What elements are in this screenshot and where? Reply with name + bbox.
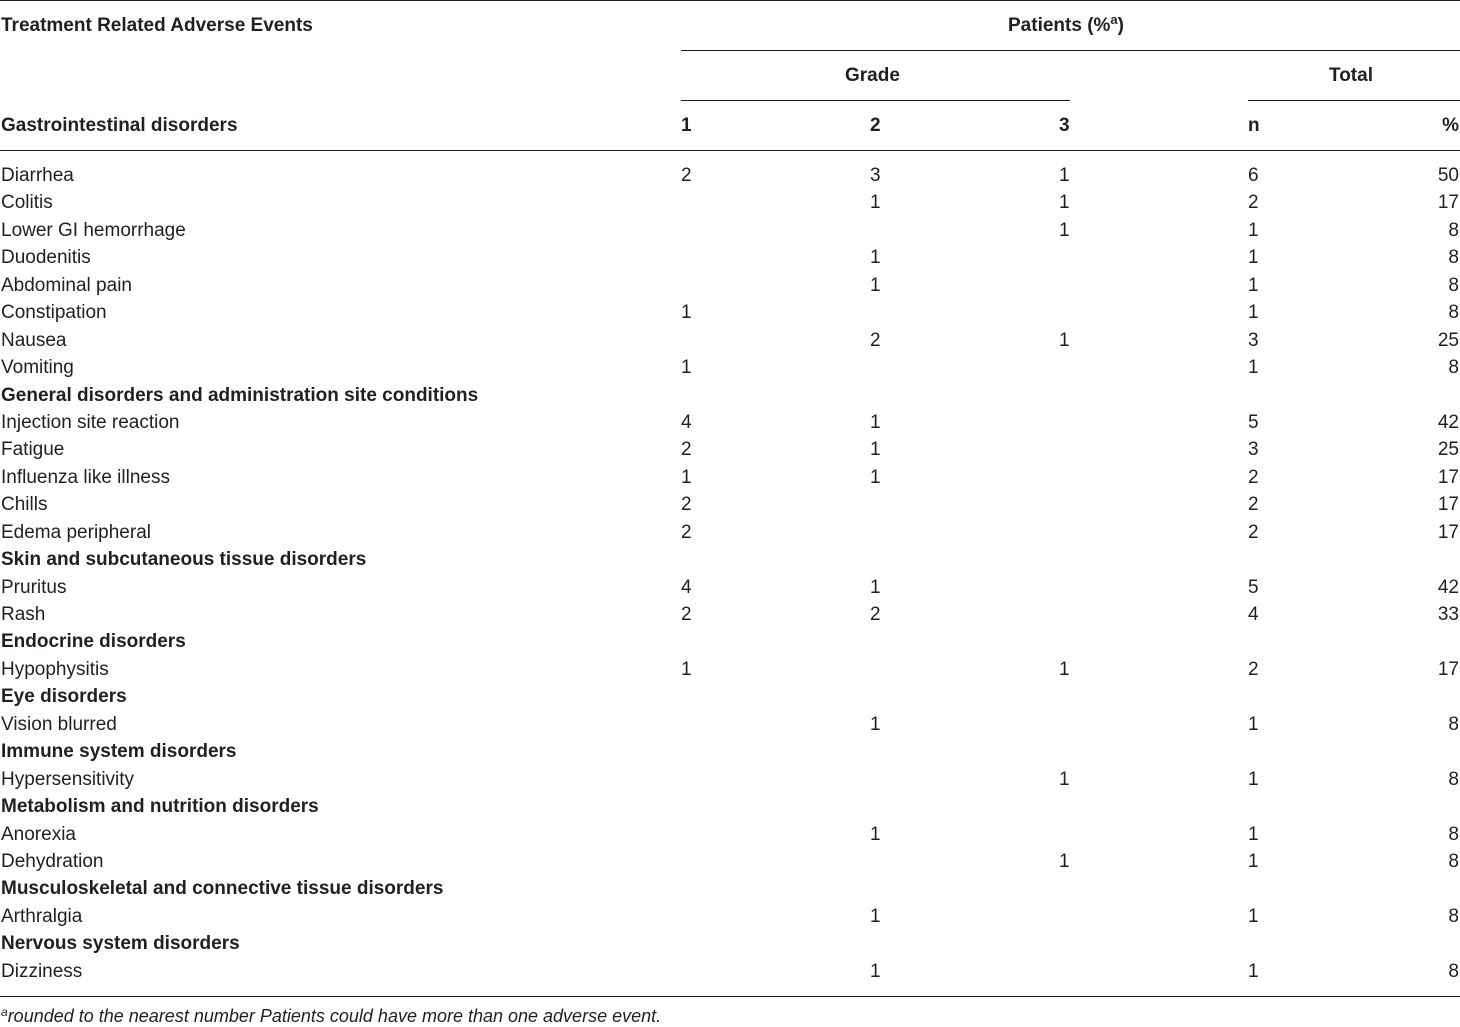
pct-cell: 17 [1437, 658, 1459, 680]
pct-cell: 17 [1437, 466, 1459, 488]
table-row [0, 162, 1460, 189]
event-label: Pruritus [1, 576, 67, 598]
n-cell: 5 [1248, 576, 1259, 598]
pct-header: % [1442, 115, 1459, 136]
pct-cell: 17 [1437, 521, 1459, 543]
event-label: Arthralgia [1, 905, 83, 927]
n-cell: 1 [1248, 768, 1259, 790]
pct-cell: 25 [1437, 329, 1459, 351]
n-cell: 3 [1248, 329, 1259, 351]
row-label-header: Treatment Related Adverse Events [1, 15, 313, 36]
pct-cell: 25 [1437, 439, 1459, 461]
grade-2-cell: 1 [870, 823, 881, 845]
grade-1-header: 1 [681, 115, 692, 136]
grade-1-cell: 1 [681, 302, 692, 324]
footnote-marker: a [1, 1005, 8, 1019]
grade-2-cell: 1 [870, 576, 881, 598]
n-cell: 2 [1248, 521, 1259, 543]
grade-3-header: 3 [1059, 115, 1070, 136]
pct-cell: 8 [1448, 274, 1459, 296]
pct-cell: 8 [1448, 219, 1459, 241]
event-label: Fatigue [1, 439, 65, 461]
grade-2-cell: 1 [870, 960, 881, 982]
grade-3-cell: 1 [1059, 658, 1070, 680]
pct-cell: 8 [1448, 247, 1459, 269]
grade-3-cell: 1 [1059, 768, 1070, 790]
grade-3-cell: 1 [1059, 850, 1070, 872]
table-row [0, 958, 1460, 985]
event-label: Injection site reaction [1, 411, 180, 433]
patients-header [1008, 12, 1124, 37]
n-cell: 2 [1248, 192, 1259, 214]
grade-2-cell: 2 [870, 604, 881, 625]
category-label: Endocrine disorders [1, 631, 186, 653]
category-label: General disorders and administration site conditions [1, 384, 479, 406]
n-cell: 1 [1248, 274, 1259, 296]
table-row [0, 656, 1460, 683]
n-cell: 5 [1248, 411, 1259, 433]
category-row [0, 793, 1460, 820]
grade-1-cell: 2 [681, 439, 692, 461]
grade-1-cell: 4 [681, 411, 692, 433]
grade-3-cell: 1 [1059, 329, 1070, 351]
n-cell: 4 [1248, 604, 1259, 625]
n-cell: 1 [1248, 357, 1259, 379]
grade-1-cell: 2 [681, 521, 692, 543]
event-label: Duodenitis [1, 247, 91, 269]
grade-underline [681, 100, 1070, 101]
category-row [0, 875, 1460, 902]
n-cell: 6 [1248, 165, 1259, 186]
table-row [0, 354, 1460, 381]
table-row [0, 519, 1460, 546]
event-label: Influenza like illness [1, 466, 170, 488]
category-label: Skin and subcutaneous tissue disorders [1, 549, 367, 571]
grade-2-cell: 1 [870, 274, 881, 296]
grade-2-cell: 3 [870, 165, 881, 186]
table-row [0, 766, 1460, 793]
event-label: Vision blurred [1, 713, 117, 735]
category-row [0, 382, 1460, 409]
table-row [0, 903, 1460, 930]
event-label: Dehydration [1, 850, 104, 872]
event-label: Anorexia [1, 823, 76, 845]
grade-header: Grade [845, 65, 900, 86]
event-label: Hypersensitivity [1, 768, 135, 790]
pct-cell: 8 [1448, 713, 1459, 735]
event-label: Vomiting [1, 357, 74, 379]
patients-header-sup: a [1110, 12, 1118, 27]
pct-cell: 42 [1437, 576, 1459, 598]
grade-1-cell: 1 [681, 357, 692, 379]
pct-cell: 17 [1437, 494, 1459, 516]
patients-underline [681, 50, 1460, 51]
n-cell: 2 [1248, 494, 1259, 516]
grade-2-cell: 1 [870, 192, 881, 214]
event-label: Diarrhea [1, 165, 74, 186]
n-cell: 3 [1248, 439, 1259, 461]
category-label: Musculoskeletal and connective tissue disorders [1, 878, 444, 900]
event-label: Constipation [1, 302, 107, 324]
event-label: Rash [1, 604, 46, 625]
table-row [0, 244, 1460, 271]
patients-header-text: Patients (% [1008, 15, 1111, 36]
patients-header-close: ) [1117, 15, 1124, 36]
top-rule [0, 0, 1460, 1]
pct-cell: 42 [1437, 411, 1459, 433]
table-row [0, 217, 1460, 244]
n-cell: 2 [1248, 466, 1259, 488]
table-row [0, 711, 1460, 738]
total-header: Total [1329, 65, 1373, 86]
category-row [0, 930, 1460, 957]
category-label: Immune system disorders [1, 741, 237, 763]
pct-cell: 8 [1448, 960, 1459, 982]
n-cell: 1 [1248, 850, 1259, 872]
n-header: n [1248, 115, 1260, 136]
event-label: Lower GI hemorrhage [1, 219, 186, 241]
grade-1-cell: 1 [681, 466, 692, 488]
event-label: Chills [1, 494, 48, 516]
n-cell: 1 [1248, 219, 1259, 241]
table-bottom-rule [0, 996, 1460, 997]
grade-1-cell: 1 [681, 658, 692, 680]
n-cell: 1 [1248, 960, 1259, 982]
grade-2-cell: 1 [870, 466, 881, 488]
pct-cell: 8 [1448, 905, 1459, 927]
grade-3-cell: 1 [1059, 192, 1070, 214]
grade-2-header: 2 [870, 115, 881, 136]
table-body [0, 162, 1460, 985]
grade-3-cell: 1 [1059, 219, 1070, 241]
category-row [0, 683, 1460, 710]
n-cell: 1 [1248, 302, 1259, 324]
grade-2-cell: 1 [870, 905, 881, 927]
table-row [0, 848, 1460, 875]
category-label: Eye disorders [1, 686, 127, 708]
n-cell: 1 [1248, 905, 1259, 927]
n-cell: 1 [1248, 823, 1259, 845]
category-label: Metabolism and nutrition disorders [1, 796, 319, 818]
table-row [0, 601, 1460, 628]
table-row [0, 436, 1460, 463]
pct-cell: 8 [1448, 850, 1459, 872]
grade-1-cell: 2 [681, 165, 692, 186]
pct-cell: 33 [1437, 604, 1459, 625]
n-cell: 1 [1248, 713, 1259, 735]
pct-cell: 50 [1437, 165, 1459, 186]
table-row [0, 491, 1460, 518]
event-label: Abdominal pain [1, 274, 132, 296]
grade-2-cell: 1 [870, 411, 881, 433]
grade-1-cell: 2 [681, 604, 692, 625]
table-row [0, 327, 1460, 354]
pct-cell: 17 [1437, 192, 1459, 214]
table-row [0, 821, 1460, 848]
grade-2-cell: 1 [870, 247, 881, 269]
grade-2-cell: 1 [870, 713, 881, 735]
grade-3-cell: 1 [1059, 165, 1070, 186]
category-row [0, 628, 1460, 655]
event-label: Nausea [1, 329, 67, 351]
table-row [0, 409, 1460, 436]
table-row [0, 272, 1460, 299]
total-underline [1248, 100, 1460, 101]
grade-2-cell: 2 [870, 329, 881, 351]
category-row [0, 738, 1460, 765]
table-row [0, 574, 1460, 601]
event-label: Edema peripheral [1, 521, 151, 543]
category-label: Nervous system disorders [1, 933, 240, 955]
n-cell: 2 [1248, 658, 1259, 680]
grade-2-cell: 1 [870, 439, 881, 461]
footnote-text: rounded to the nearest number Patients could have more than one adverse event. [7, 1006, 662, 1026]
table-row [0, 299, 1460, 326]
pct-cell: 8 [1448, 768, 1459, 790]
first-category-header: Gastrointestinal disorders [1, 115, 238, 136]
header-bottom-rule [0, 150, 1460, 151]
table-row [0, 189, 1460, 216]
event-label: Hypophysitis [1, 658, 109, 680]
pct-cell: 8 [1448, 302, 1459, 324]
pct-cell: 8 [1448, 357, 1459, 379]
event-label: Dizziness [1, 960, 83, 982]
grade-1-cell: 2 [681, 494, 692, 516]
n-cell: 1 [1248, 247, 1259, 269]
category-row [0, 546, 1460, 573]
pct-cell: 8 [1448, 823, 1459, 845]
table-row [0, 464, 1460, 491]
event-label: Colitis [1, 192, 53, 214]
grade-1-cell: 4 [681, 576, 692, 598]
